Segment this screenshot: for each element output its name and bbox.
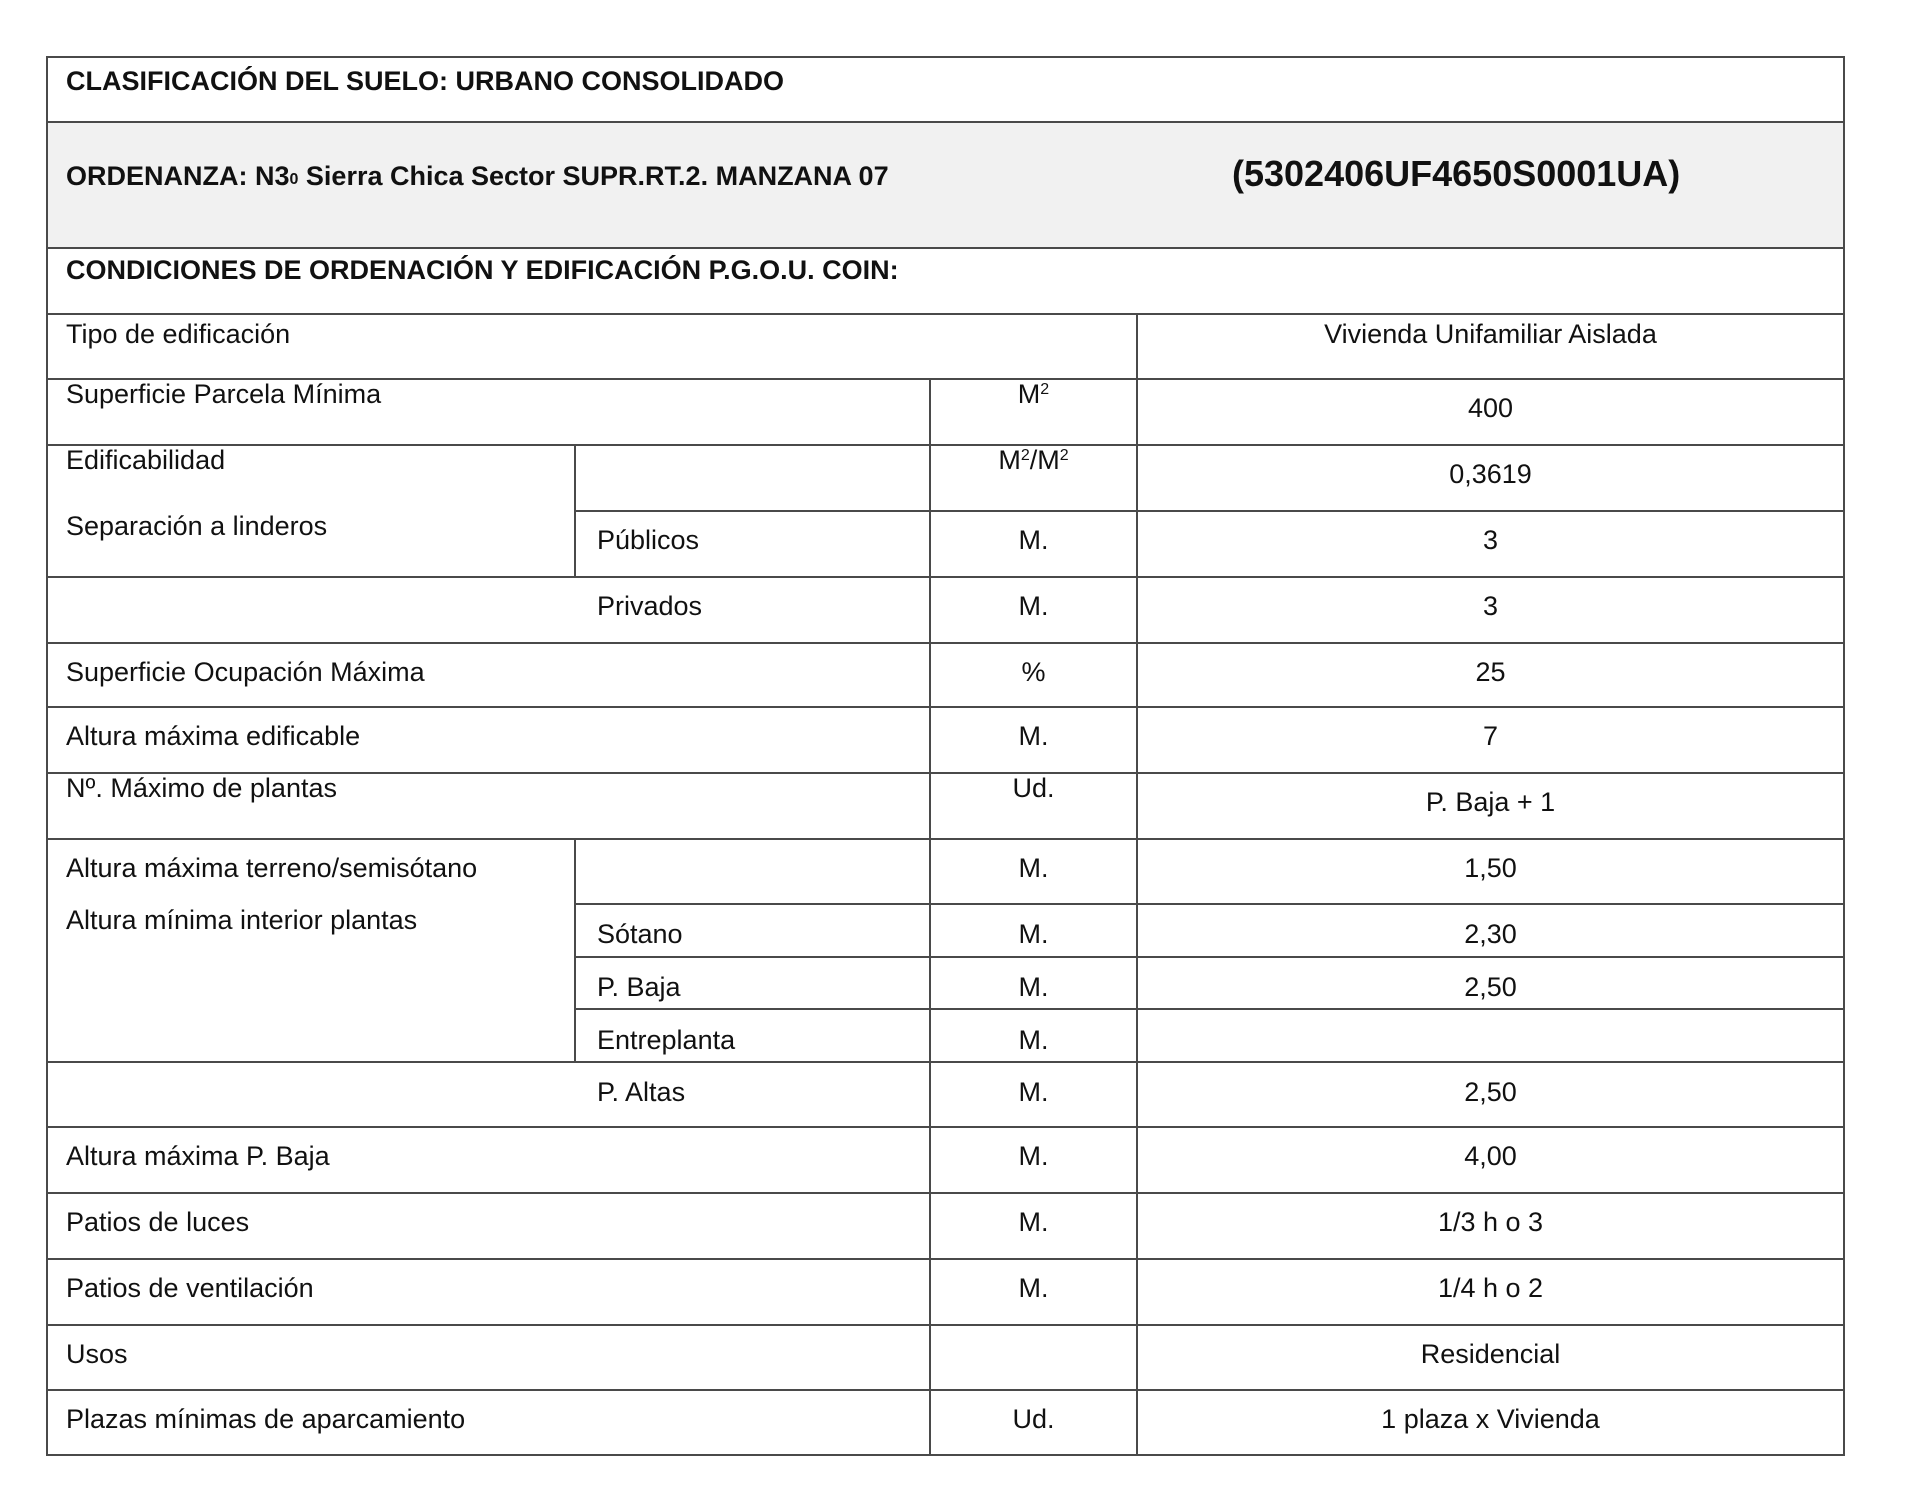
row-value-edificabilidad: 0,3619 bbox=[1449, 459, 1532, 489]
hline bbox=[46, 1454, 1845, 1456]
unit-sup: 2 bbox=[1020, 447, 1030, 464]
sub-value-sotano: 2,30 bbox=[1464, 919, 1517, 949]
row-value-altura-terreno: 1,50 bbox=[1464, 853, 1517, 883]
sub-unit-paltas: M. bbox=[1018, 1077, 1049, 1107]
row-unit-altura-terreno: M. bbox=[1018, 853, 1049, 883]
hline bbox=[46, 56, 1845, 58]
row-label-aparcamiento: Plazas mínimas de aparcamiento bbox=[66, 1404, 466, 1434]
hline bbox=[46, 1061, 1845, 1063]
row-unit-patios-luces: M. bbox=[1018, 1207, 1049, 1237]
row-value-aparcamiento: 1 plaza x Vivienda bbox=[1381, 1404, 1600, 1434]
sub-value-pbaja: 2,50 bbox=[1464, 972, 1517, 1002]
referencia-catastral: (5302406UF4650S0001UA) bbox=[1232, 153, 1681, 194]
clasificacion-title: CLASIFICACIÓN DEL SUELO: URBANO CONSOLIDADO bbox=[66, 66, 785, 96]
sub-value-paltas: 2,50 bbox=[1464, 1077, 1517, 1107]
row-unit-edificabilidad bbox=[931, 444, 1136, 476]
sub-label-privados: Privados bbox=[597, 591, 703, 621]
hline bbox=[46, 1192, 1845, 1194]
row-label-patios-ventilacion: Patios de ventilación bbox=[66, 1273, 314, 1303]
row-value-patios-luces: 1/3 h o 3 bbox=[1437, 1207, 1544, 1237]
unit-base: M bbox=[1017, 379, 1041, 409]
hline bbox=[46, 1126, 1845, 1128]
ordenanza-suffix: Sierra Chica Sector SUPR.RT.2. MANZANA 07 bbox=[298, 161, 889, 191]
row-value-ocupacion: 25 bbox=[1475, 657, 1506, 687]
condiciones-title: CONDICIONES DE ORDENACIÓN Y EDIFICACIÓN P.G.O.U. COIN: bbox=[66, 255, 899, 285]
row-value-patios-ventilacion: 1/4 h o 2 bbox=[1437, 1273, 1544, 1303]
row-unit-plantas: Ud. bbox=[1012, 773, 1055, 803]
unit-base: M bbox=[998, 445, 1021, 475]
row-unit-ocupacion: % bbox=[1021, 657, 1046, 687]
row-label-separacion: Separación a linderos bbox=[66, 511, 328, 541]
row-value-usos: Residencial bbox=[1420, 1339, 1561, 1369]
ordinance-table bbox=[46, 56, 1845, 1456]
sub-unit-privados: M. bbox=[1018, 591, 1049, 621]
sub-value-privados: 3 bbox=[1482, 591, 1499, 621]
hline bbox=[46, 121, 1845, 123]
sub-label-paltas: P. Altas bbox=[597, 1077, 686, 1107]
row-value-parcela: 400 bbox=[1467, 393, 1514, 423]
hline bbox=[575, 1008, 1845, 1010]
row-unit-aparcamiento: Ud. bbox=[1012, 1404, 1055, 1434]
hline bbox=[46, 838, 1845, 840]
hline bbox=[46, 1389, 1845, 1391]
hline bbox=[575, 903, 1845, 905]
sub-unit-pbaja: M. bbox=[1018, 972, 1049, 1002]
row-unit-patios-ventilacion: M. bbox=[1018, 1273, 1049, 1303]
hline bbox=[46, 642, 1845, 644]
row-value-tipo: Vivienda Unifamiliar Aislada bbox=[1324, 319, 1657, 349]
row-label-plantas: Nº. Máximo de plantas bbox=[66, 773, 337, 803]
row-label-edificabilidad: Edificabilidad bbox=[66, 445, 226, 475]
ordenanza-prefix: ORDENANZA: N3 bbox=[66, 161, 290, 191]
hline bbox=[46, 576, 1845, 578]
unit-mid: /M bbox=[1029, 445, 1060, 475]
hline bbox=[46, 706, 1845, 708]
unit-sup: 2 bbox=[1059, 447, 1069, 464]
sub-label-sotano: Sótano bbox=[597, 919, 683, 949]
hline bbox=[46, 1324, 1845, 1326]
row-label-ocupacion: Superficie Ocupación Máxima bbox=[66, 657, 425, 687]
row-label-altura-pbaja: Altura máxima P. Baja bbox=[66, 1141, 330, 1171]
row-label-usos: Usos bbox=[66, 1339, 128, 1369]
row-unit-altura-pbaja: M. bbox=[1018, 1141, 1049, 1171]
ordenanza-title bbox=[66, 160, 889, 192]
row-label-altura-minima: Altura mínima interior plantas bbox=[66, 905, 418, 935]
row-unit-parcela bbox=[931, 378, 1136, 410]
border-left bbox=[46, 56, 48, 1456]
row-label-tipo: Tipo de edificación bbox=[66, 319, 291, 349]
row-value-altura-max: 7 bbox=[1482, 721, 1499, 751]
sub-label-pbaja: P. Baja bbox=[597, 972, 681, 1002]
sub-unit-sotano: M. bbox=[1018, 919, 1049, 949]
sub-value-publicos: 3 bbox=[1482, 525, 1499, 555]
row-value-altura-pbaja: 4,00 bbox=[1464, 1141, 1517, 1171]
row-label-patios-luces: Patios de luces bbox=[66, 1207, 250, 1237]
unit-sup: 2 bbox=[1040, 381, 1050, 398]
row-label-altura-max: Altura máxima edificable bbox=[66, 721, 361, 751]
sub-unit-entreplanta: M. bbox=[1018, 1025, 1049, 1055]
vline-sub bbox=[574, 838, 576, 1061]
row-label-altura-terreno: Altura máxima terreno/semisótano bbox=[66, 853, 478, 883]
row-label-parcela: Superficie Parcela Mínima bbox=[66, 379, 382, 409]
row-unit-altura-max: M. bbox=[1018, 721, 1049, 751]
hline bbox=[46, 313, 1845, 315]
hline bbox=[575, 956, 1845, 958]
hline bbox=[46, 247, 1845, 249]
vline-sub bbox=[574, 444, 576, 576]
ordenanza-subscript: 0 bbox=[289, 171, 299, 188]
row-value-plantas: P. Baja + 1 bbox=[1425, 787, 1556, 817]
sub-label-entreplanta: Entreplanta bbox=[597, 1025, 736, 1055]
border-right bbox=[1843, 56, 1845, 1456]
sub-unit-publicos: M. bbox=[1018, 525, 1049, 555]
sub-label-publicos: Públicos bbox=[597, 525, 700, 555]
hline bbox=[575, 510, 1845, 512]
hline bbox=[46, 1258, 1845, 1260]
